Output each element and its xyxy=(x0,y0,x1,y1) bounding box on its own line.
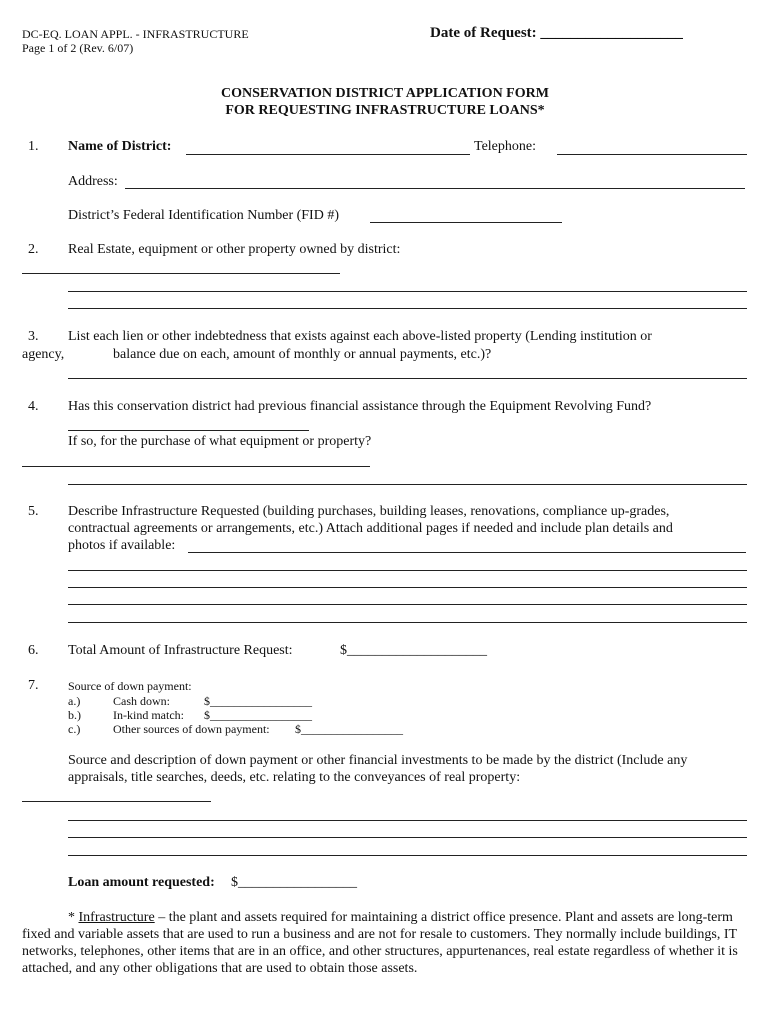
cash-down-field[interactable]: $_________________ xyxy=(204,694,312,708)
address-input-line[interactable] xyxy=(125,188,745,189)
form-title-line2: FOR REQUESTING INFRASTRUCTURE LOANS* xyxy=(225,103,545,118)
infrastructure-input-line[interactable] xyxy=(68,604,747,605)
q7-number: 7. xyxy=(28,678,39,693)
property-owned-input-line[interactable] xyxy=(22,273,340,274)
source-description-input-line[interactable] xyxy=(68,820,747,821)
form-id: DC-EQ. LOAN APPL. - INFRASTRUCTURE xyxy=(22,27,249,41)
infrastructure-description-line3: photos if available: xyxy=(68,538,176,553)
down-payment-heading: Source of down payment: xyxy=(68,679,192,693)
down-payment-item-letter: b.) xyxy=(68,708,81,722)
district-name-input-line[interactable] xyxy=(186,154,470,155)
liens-question-line1: List each lien or other indebtedness that exists against each above-listed property (Lending institution or xyxy=(68,329,652,344)
property-owned-input-line[interactable] xyxy=(68,291,747,292)
revolving-fund-question: Has this conservation district had previous financial assistance through the Equipment Revolving Fund? xyxy=(68,399,652,414)
q5-number: 5. xyxy=(28,504,39,519)
q1-number: 1. xyxy=(28,139,39,154)
property-owned-input-line[interactable] xyxy=(68,308,747,309)
liens-input-line[interactable] xyxy=(68,378,747,379)
liens-question-line2b: balance due on each, amount of monthly or annual payments, etc.)? xyxy=(113,347,492,362)
revolving-fund-purchase-line[interactable] xyxy=(68,484,747,485)
revolving-fund-purchase-line[interactable] xyxy=(22,466,370,467)
revolving-fund-followup: If so, for the purchase of what equipment or property? xyxy=(68,434,372,449)
down-payment-item-letter: a.) xyxy=(68,694,81,708)
source-description-line2: appraisals, title searches, deeds, etc. relating to the conveyances of real property: xyxy=(68,770,521,785)
form-title-line1: CONSERVATION DISTRICT APPLICATION FORM xyxy=(221,86,549,101)
down-payment-item-letter: c.) xyxy=(68,722,81,736)
q2-number: 2. xyxy=(28,242,39,257)
footnote-star: * xyxy=(68,910,75,925)
loan-amount-label: Loan amount requested: xyxy=(68,875,215,890)
district-name-label: Name of District: xyxy=(68,139,172,154)
source-description-line1: Source and description of down payment or other financial investments to be made by the district (Include any xyxy=(68,753,688,768)
cash-down-label: Cash down: xyxy=(113,694,170,708)
fid-label: District’s Federal Identification Number (FID #) xyxy=(68,208,339,223)
page-revision: Page 1 of 2 (Rev. 6/07) xyxy=(22,41,134,55)
infrastructure-description-line1: Describe Infrastructure Requested (building purchases, building leases, renovations, compliance up-grades, xyxy=(68,504,670,519)
liens-question-line2a: agency, xyxy=(22,347,65,362)
source-description-input-line[interactable] xyxy=(68,837,747,838)
q3-number: 3. xyxy=(28,329,39,344)
source-description-input-line[interactable] xyxy=(22,801,211,802)
property-owned-label: Real Estate, equipment or other property owned by district: xyxy=(68,242,401,257)
other-sources-label: Other sources of down payment: xyxy=(113,722,270,736)
fid-input-line[interactable] xyxy=(370,222,562,223)
total-amount-field[interactable]: $____________________ xyxy=(340,643,487,658)
revolving-fund-answer-line[interactable] xyxy=(68,430,309,431)
address-label: Address: xyxy=(68,174,118,189)
source-description-input-line[interactable] xyxy=(68,855,747,856)
total-amount-label: Total Amount of Infrastructure Request: xyxy=(68,643,293,658)
infrastructure-footnote xyxy=(22,909,748,977)
other-sources-field[interactable]: $_________________ xyxy=(295,722,403,736)
telephone-input-line[interactable] xyxy=(557,154,747,155)
loan-amount-field[interactable]: $_________________ xyxy=(231,875,357,890)
in-kind-match-label: In-kind match: xyxy=(113,708,184,722)
infrastructure-input-line[interactable] xyxy=(68,587,747,588)
date-of-request-field[interactable]: Date of Request: ___________________ xyxy=(430,25,683,41)
footnote-definition: – the plant and assets required for maintaining a district office presence. Plant and assets are long-term fixed and variable assets that are used to run a business and are not for resale to customers. They normally include buildings, IT networks, telephones, other items that are in an office, and other structures, appurtenances, real estate regardless of whether it is attached, and any other obligations that are used to obtain those assets. xyxy=(22,910,738,976)
infrastructure-input-line[interactable] xyxy=(68,570,747,571)
infrastructure-input-line[interactable] xyxy=(188,552,746,553)
telephone-label: Telephone: xyxy=(474,139,536,154)
footnote-term: Infrastructure xyxy=(78,910,155,925)
q6-number: 6. xyxy=(28,643,39,658)
in-kind-match-field[interactable]: $_________________ xyxy=(204,708,312,722)
infrastructure-input-line[interactable] xyxy=(68,622,747,623)
q4-number: 4. xyxy=(28,399,39,414)
infrastructure-description-line2: contractual agreements or arrangements, etc.) Attach additional pages if needed and include plan details and xyxy=(68,521,673,536)
